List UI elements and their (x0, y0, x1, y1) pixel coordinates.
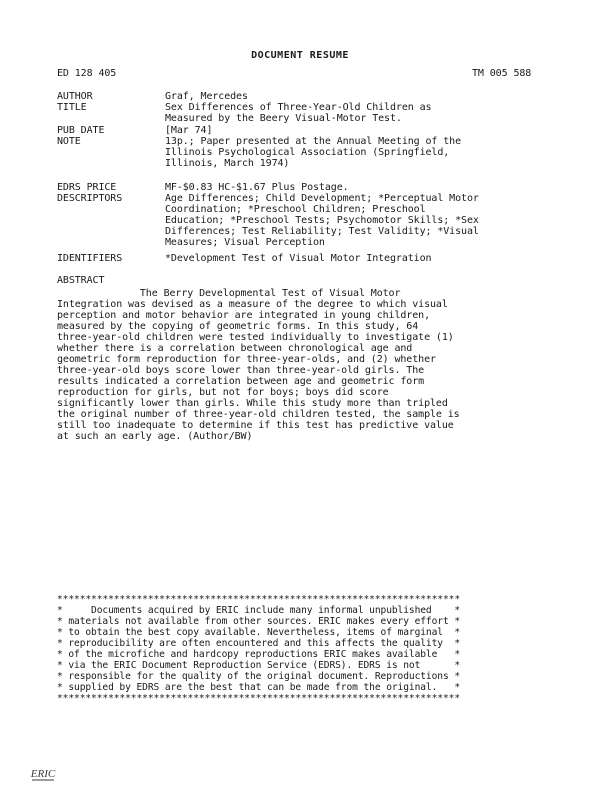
field-label-pub-date: PUB DATE (57, 125, 105, 136)
notice-line: * supplied by EDRS are the best that can be made from the original. * (57, 682, 460, 693)
abstract-line: three-year-old children were tested individually to investigate (1) (57, 332, 454, 343)
eric-logo-icon (29, 759, 57, 787)
notice-line: * reproducibility are often encountered and this affects the quality * (57, 638, 460, 649)
abstract-line: results indicated a correlation between age and geometric form (57, 376, 425, 387)
abstract-line: geometric form reproduction for three-year-olds, and (2) whether (57, 354, 436, 365)
abstract-line: reproduction for girls, but not for boys; boys did score (57, 387, 389, 398)
abstract-line: the original number of three-year-old children tested, the sample is (57, 409, 460, 420)
field-value-note-line: 13p.; Paper presented at the Annual Meeting of the (165, 136, 462, 147)
field-value-descriptors-line: Coordination; *Preschool Children; Preschool (165, 204, 426, 215)
tm-number: TM 005 588 (472, 68, 532, 79)
notice-line: * of the microfiche and hardcopy reproductions ERIC makes available * (57, 649, 460, 660)
abstract-line: perception and motor behavior are integrated in young children, (57, 310, 430, 321)
notice-line: * to obtain the best copy available. Nevertheless, items of marginal * (57, 627, 460, 638)
field-value-descriptors-line: Age Differences; Child Development; *Perceptual Motor (165, 193, 479, 204)
abstract-line: Integration was devised as a measure of the degree to which visual (57, 299, 448, 310)
notice-line: * via the ERIC Document Reproduction Service (EDRS). EDRS is not * (57, 660, 460, 671)
field-value-title-line: Measured by the Beery Visual-Motor Test. (165, 113, 402, 124)
field-label-note: NOTE (57, 136, 81, 147)
notice-line: *********************************************************************** (57, 693, 460, 704)
field-value-descriptors-line: Measures; Visual Perception (165, 237, 325, 248)
abstract-line: The Berry Developmental Test of Visual Motor (57, 288, 401, 299)
abstract-line: at such an early age. (Author/BW) (57, 431, 253, 442)
field-value-edrs-price: MF-$0.83 HC-$1.67 Plus Postage. (165, 182, 349, 193)
field-label-author: AUTHOR (57, 91, 93, 102)
abstract-line: measured by the copying of geometric forms. In this study, 64 (57, 321, 419, 332)
field-value-identifiers: *Development Test of Visual Motor Integration (165, 253, 432, 264)
abstract-line: three-year-old boys score lower than three-year-old girls. The (57, 365, 425, 376)
field-value-descriptors-line: Education; *Preschool Tests; Psychomotor Skills; *Sex (165, 215, 479, 226)
field-value-note-line: Illinois, March 1974) (165, 158, 290, 169)
document-title: DOCUMENT RESUME (251, 50, 349, 61)
field-value-descriptors-line: Differences; Test Reliability; Test Validity; *Visual (165, 226, 479, 237)
svg-text:ERIC: ERIC (31, 768, 56, 780)
notice-line: * Documents acquired by ERIC include many informal unpublished * (57, 605, 460, 616)
notice-line: * materials not available from other sources. ERIC makes every effort * (57, 616, 460, 627)
abstract-line: whether there is a correlation between chronological age and (57, 343, 413, 354)
field-value-author: Graf, Mercedes (165, 91, 248, 102)
field-label-descriptors: DESCRIPTORS (57, 193, 123, 204)
abstract-line: still too inadequate to determine if this test has predictive value (57, 420, 454, 431)
field-label-identifiers: IDENTIFIERS (57, 253, 123, 264)
field-value-pub-date: [Mar 74] (165, 125, 213, 136)
notice-line: * responsible for the quality of the original document. Reproductions * (57, 671, 460, 682)
field-label-title: TITLE (57, 102, 87, 113)
field-value-title-line: Sex Differences of Three-Year-Old Children as (165, 102, 432, 113)
abstract-line: significantly lower than girls. While this study more than tripled (57, 398, 448, 409)
eric-logo (10, 740, 56, 780)
abstract-label: ABSTRACT (57, 275, 105, 286)
field-value-note-line: Illinois Psychological Association (Springfield, (165, 147, 450, 158)
notice-line: *********************************************************************** (57, 594, 460, 605)
ed-number: ED 128 405 (57, 68, 117, 79)
field-label-edrs-price: EDRS PRICE (57, 182, 117, 193)
